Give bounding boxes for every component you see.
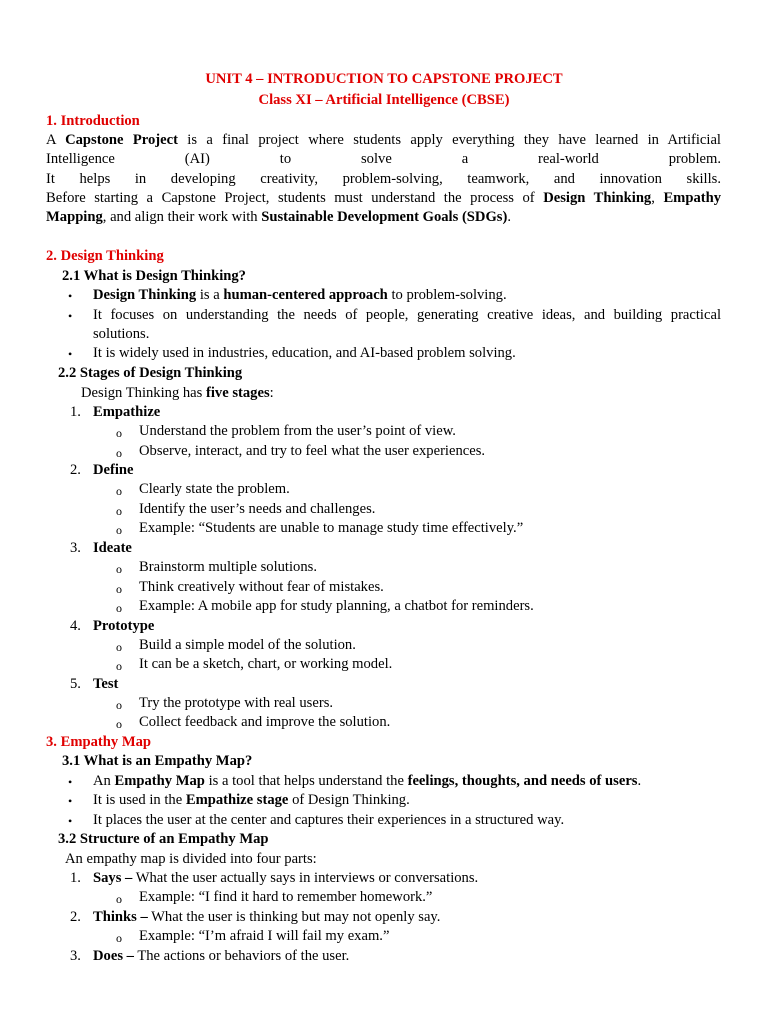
stage-name: Prototype xyxy=(93,618,155,634)
bullet-item: It is used in the Empathize stage of Design Thinking. xyxy=(93,792,410,808)
stage-item: Clearly state the problem. xyxy=(139,481,290,497)
stage-item: Identify the user’s needs and challenges. xyxy=(139,501,376,517)
document-subtitle: Class XI – Artificial Intelligence (CBSE) xyxy=(258,92,510,108)
list-number: 2. xyxy=(70,909,81,925)
stage-item: Try the prototype with real users. xyxy=(139,695,334,711)
intro-paragraph-line-1: A Capstone Project is a final project where students apply everything they have learned in Artificial xyxy=(46,132,721,148)
bullet-icon: • xyxy=(68,775,73,789)
list-number: 3. xyxy=(70,540,81,556)
bullet-icon: • xyxy=(68,347,73,361)
intro-paragraph-line-3: It helps in developing creativity, problem-solving, teamwork, and innovation skills. xyxy=(46,171,721,187)
structure-intro: An empathy map is divided into four parts: xyxy=(65,851,317,867)
bullet-item: Design Thinking is a human-centered approach to problem-solving. xyxy=(93,287,507,303)
stages-intro: Design Thinking has five stages: xyxy=(81,385,274,401)
section-heading-design-thinking: 2. Design Thinking xyxy=(46,248,164,264)
intro-paragraph-line-4: Before starting a Capstone Project, students must understand the process of Design Thinking, Empathy xyxy=(46,190,722,206)
empathy-part: Thinks – What the user is thinking but may not openly say. xyxy=(93,909,441,925)
bullet-icon: • xyxy=(68,814,73,828)
stage-item: Think creatively without fear of mistakes. xyxy=(139,579,384,595)
stage-item: Understand the problem from the user’s point of view. xyxy=(139,423,456,439)
list-number: 3. xyxy=(70,948,81,964)
circle-bullet-icon: o xyxy=(116,717,122,731)
stage-name: Empathize xyxy=(93,404,161,420)
circle-bullet-icon: o xyxy=(116,446,122,460)
circle-bullet-icon: o xyxy=(116,562,122,576)
section-heading-introduction: 1. Introduction xyxy=(46,113,140,129)
list-number: 1. xyxy=(70,404,81,420)
subheading-what-is-empathy-map: 3.1 What is an Empathy Map? xyxy=(62,753,253,769)
bullet-item: It is widely used in industries, education, and AI-based problem solving. xyxy=(93,345,516,361)
stage-item: Collect feedback and improve the solution. xyxy=(139,714,391,730)
stage-item: Observe, interact, and try to feel what the user experiences. xyxy=(139,443,486,459)
section-heading-empathy-map: 3. Empathy Map xyxy=(46,734,152,750)
empathy-example: Example: “I’m afraid I will fail my exam.” xyxy=(139,928,390,944)
circle-bullet-icon: o xyxy=(116,601,122,615)
bullet-item: An Empathy Map is a tool that helps understand the feelings, thoughts, and needs of users. xyxy=(93,773,642,789)
circle-bullet-icon: o xyxy=(116,582,122,596)
list-number: 2. xyxy=(70,462,81,478)
bullet-icon: • xyxy=(68,309,73,323)
bullet-item: It places the user at the center and captures their experiences in a structured way. xyxy=(93,812,565,828)
circle-bullet-icon: o xyxy=(116,931,122,945)
stage-item: Example: “Students are unable to manage study time effectively.” xyxy=(139,520,524,536)
subheading-stages: 2.2 Stages of Design Thinking xyxy=(58,365,243,381)
document-title: UNIT 4 – INTRODUCTION TO CAPSTONE PROJECT xyxy=(205,71,563,87)
bullet-item-continuation: solutions. xyxy=(93,326,150,342)
circle-bullet-icon: o xyxy=(116,504,122,518)
circle-bullet-icon: o xyxy=(116,484,122,498)
circle-bullet-icon: o xyxy=(116,640,122,654)
stage-name: Ideate xyxy=(93,540,132,556)
stage-name: Define xyxy=(93,462,134,478)
intro-paragraph-line-2: Intelligence (AI) to solve a real-world problem. xyxy=(46,151,721,167)
empathy-part: Says – What the user actually says in interviews or conversations. xyxy=(93,870,479,886)
bullet-icon: • xyxy=(68,289,73,303)
bullet-icon: • xyxy=(68,794,73,808)
stage-item: It can be a sketch, chart, or working model. xyxy=(139,656,393,672)
circle-bullet-icon: o xyxy=(116,892,122,906)
stage-item: Brainstorm multiple solutions. xyxy=(139,559,317,575)
subheading-what-is-design-thinking: 2.1 What is Design Thinking? xyxy=(62,268,246,284)
intro-paragraph-line-5: Mapping, and align their work with Sustainable Development Goals (SDGs). xyxy=(46,209,512,225)
stage-item: Example: A mobile app for study planning, a chatbot for reminders. xyxy=(139,598,534,614)
empathy-part: Does – The actions or behaviors of the user. xyxy=(93,948,350,964)
subheading-structure: 3.2 Structure of an Empathy Map xyxy=(58,831,269,847)
list-number: 4. xyxy=(70,618,81,634)
stage-item: Build a simple model of the solution. xyxy=(139,637,356,653)
list-number: 1. xyxy=(70,870,81,886)
stage-name: Test xyxy=(93,676,119,692)
circle-bullet-icon: o xyxy=(116,426,122,440)
empathy-example: Example: “I find it hard to remember homework.” xyxy=(139,889,433,905)
list-number: 5. xyxy=(70,676,81,692)
circle-bullet-icon: o xyxy=(116,698,122,712)
circle-bullet-icon: o xyxy=(116,659,122,673)
bullet-item: It focuses on understanding the needs of people, generating creative ideas, and building practical xyxy=(93,307,721,323)
circle-bullet-icon: o xyxy=(116,523,122,537)
